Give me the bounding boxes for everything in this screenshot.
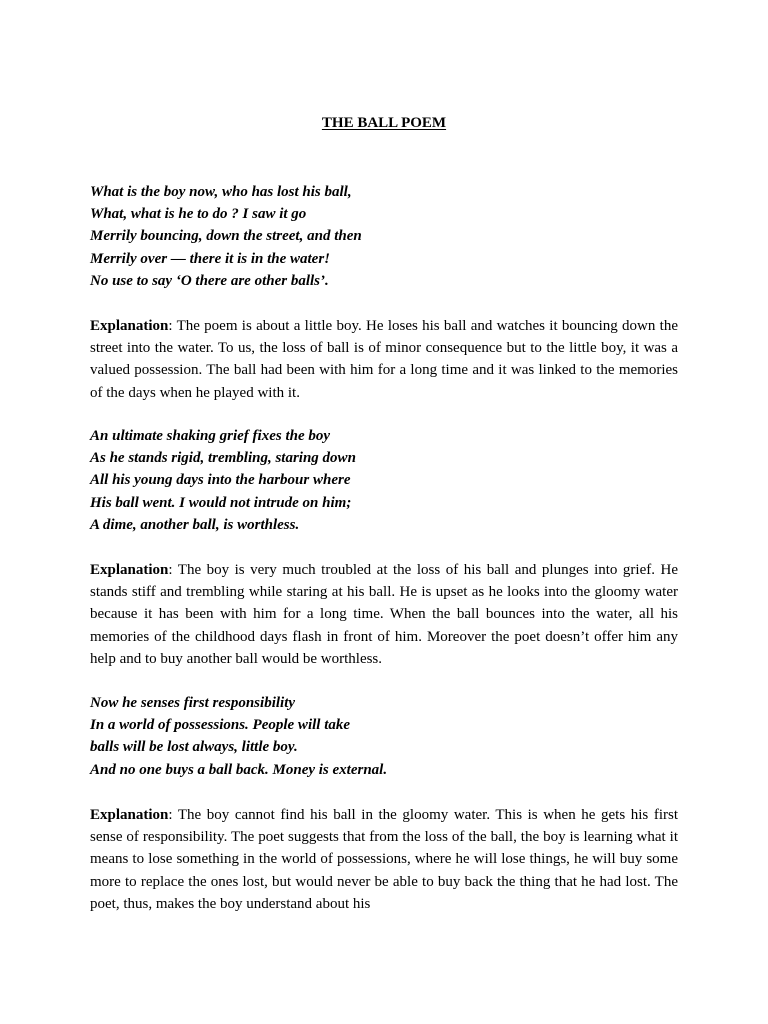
stanza-2 [90,425,678,536]
stanza-3 [90,692,678,781]
explanation-text: : The poem is about a little boy. He loses his ball and watches it bouncing down the street into the water. To us, the loss of ball is of minor consequence but to the little boy, it was a valued possession. The ball had been with him for a long time and it was linked to the memories of the days when he played with it. [90,318,678,401]
poem-title: THE BALL POEM [321,115,447,131]
stanza-line: No use to say ‘O there are other balls’. [90,272,329,289]
explanation-2 [90,559,678,670]
stanza-line: Merrily over — there it is in the water! [90,250,330,267]
explanation-text: : The boy cannot find his ball in the gloomy water. This is when he gets his first sense of responsibility. The poet suggests that from the loss of the ball, the boy is learning what it means to lose something in the world of possessions, where he will lose things, he will buy some more to replace the ones lost, but would never be able to buy back the thing that he had lost. The poet, thus, makes the boy understand about his [90,807,678,912]
stanza-line: And no one buys a ball back. Money is external. [90,761,388,778]
stanza-line: As he stands rigid, trembling, staring down [90,450,356,467]
stanza-line: In a world of possessions. People will take [90,717,351,734]
stanza-1 [90,181,678,292]
stanza-line: balls will be lost always, little boy. [90,739,298,756]
explanation-1 [90,315,678,404]
explanation-text: : The boy is very much troubled at the loss of his ball and plunges into grief. He stands stiff and trembling while staring at his ball. He is upset as he looks into the gloomy water because it has been with him for a long time. When the ball bounces into the water, all his memories of the childhood days flash in front of him. Moreover the poet doesn’t offer him any help and to buy another ball would be worthless. [90,562,678,667]
stanza-line: All his young days into the harbour where [90,472,351,489]
stanza-line: What, what is he to do ? I saw it go [90,206,307,223]
stanza-line: Now he senses first responsibility [90,695,296,711]
explanation-3 [90,804,678,915]
stanza-line: An ultimate shaking grief fixes the boy [90,428,331,444]
explanation-label: Explanation [90,807,169,823]
explanation-label: Explanation [90,562,169,578]
stanza-line: What is the boy now, who has lost his ball, [90,184,352,200]
stanza-line: His ball went. I would not intrude on him; [90,494,352,511]
stanza-line: A dime, another ball, is worthless. [90,516,300,533]
explanation-label: Explanation [90,318,169,334]
stanza-line: Merrily bouncing, down the street, and then [90,228,362,245]
